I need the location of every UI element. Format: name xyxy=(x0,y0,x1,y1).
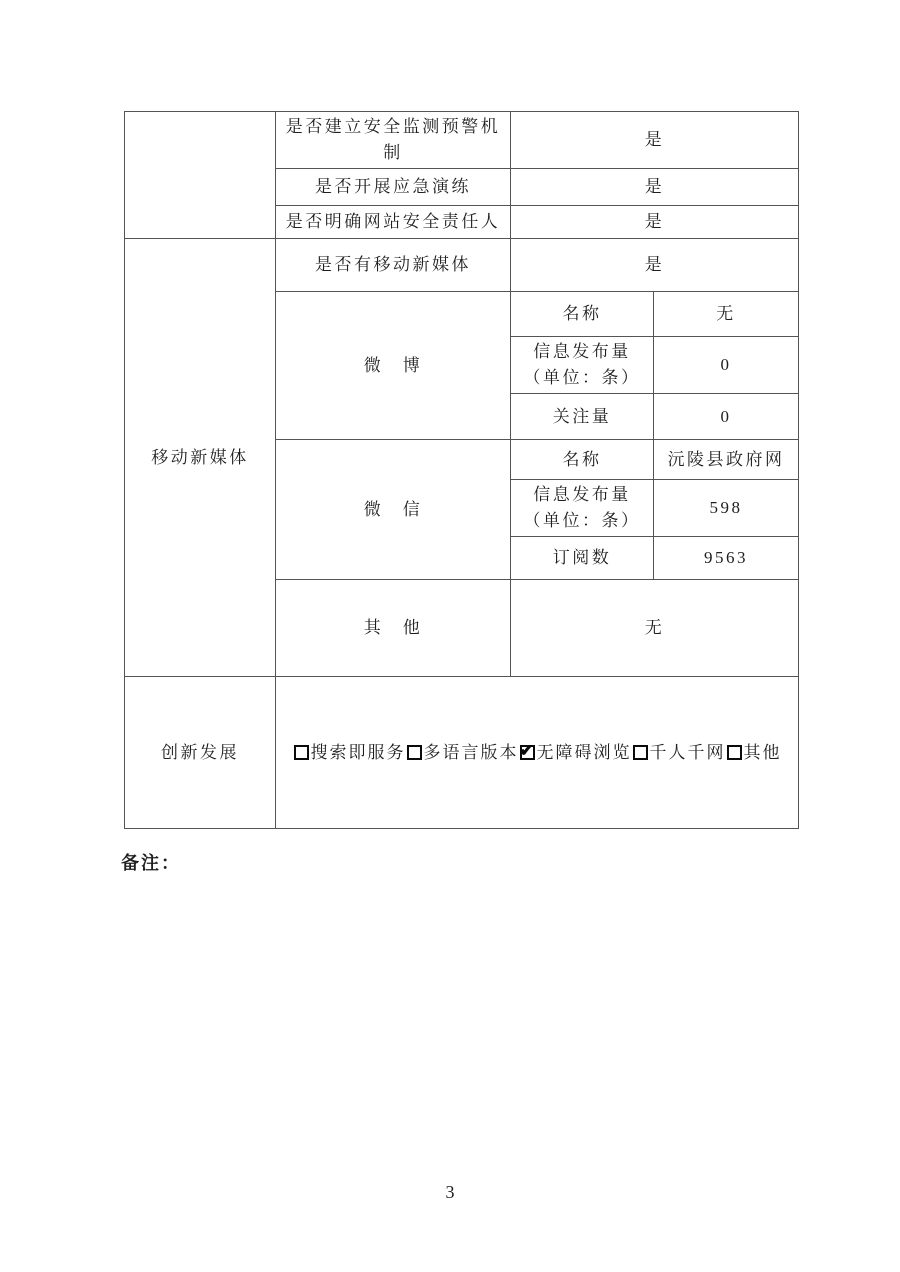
wechat-subscribe-label: 订阅数 xyxy=(511,537,654,580)
checkbox-unchecked-icon xyxy=(633,745,648,760)
option-label: 搜索即服务 xyxy=(310,742,406,762)
checkbox-unchecked-icon xyxy=(407,745,422,760)
wechat-publish-label xyxy=(511,480,654,537)
option-label: 千人千网 xyxy=(649,742,726,762)
security-responsible-label: 是否明确网站安全责任人 xyxy=(276,206,511,239)
option-other xyxy=(726,740,782,766)
security-monitoring-value: 是 xyxy=(511,112,799,169)
innovation-options xyxy=(282,740,792,766)
wechat-publish-label-line2: （单位：条） xyxy=(523,511,641,530)
report-table xyxy=(124,111,799,829)
section-cell-empty xyxy=(125,112,276,239)
has-mobile-media-label: 是否有移动新媒体 xyxy=(276,239,511,292)
wechat-name-value: 沅陵县政府网 xyxy=(654,440,799,480)
security-monitoring-label: 是否建立安全监测预警机制 xyxy=(276,112,511,169)
innovation-options-cell xyxy=(276,677,799,829)
weibo-publish-value: 0 xyxy=(654,337,799,394)
security-responsible-value: 是 xyxy=(511,206,799,239)
weibo-label: 微 博 xyxy=(276,292,511,440)
checkbox-unchecked-icon xyxy=(294,745,309,760)
option-accessibility xyxy=(519,740,632,766)
emergency-drill-label: 是否开展应急演练 xyxy=(276,169,511,206)
weibo-follow-value: 0 xyxy=(654,394,799,440)
option-search-as-service xyxy=(293,740,406,766)
page-number: 3 xyxy=(445,1182,455,1202)
table-row xyxy=(125,677,799,829)
checkbox-unchecked-icon xyxy=(727,745,742,760)
section-cell-mobile-media: 移动新媒体 xyxy=(125,239,276,677)
option-multilanguage xyxy=(406,740,519,766)
option-thousand-sites xyxy=(632,740,726,766)
weibo-publish-label-line2: （单位：条） xyxy=(523,368,641,387)
weibo-publish-label xyxy=(511,337,654,394)
wechat-label: 微 信 xyxy=(276,440,511,580)
option-label: 其他 xyxy=(743,742,782,762)
table-row xyxy=(125,239,799,292)
other-media-value: 无 xyxy=(511,580,799,677)
option-label: 多语言版本 xyxy=(423,742,519,762)
checkbox-checked-icon xyxy=(520,745,535,760)
other-media-label: 其 他 xyxy=(276,580,511,677)
section-cell-innovation: 创新发展 xyxy=(125,677,276,829)
wechat-name-label: 名称 xyxy=(511,440,654,480)
option-label: 无障碍浏览 xyxy=(536,742,632,762)
wechat-publish-value: 598 xyxy=(654,480,799,537)
wechat-publish-label-line1: 信息发布量 xyxy=(533,485,631,504)
table-row xyxy=(125,112,799,169)
weibo-publish-label-line1: 信息发布量 xyxy=(533,342,631,361)
emergency-drill-value: 是 xyxy=(511,169,799,206)
wechat-subscribe-value: 9563 xyxy=(654,537,799,580)
remark-label: 备注： xyxy=(121,853,181,873)
weibo-name-label: 名称 xyxy=(511,292,654,337)
weibo-follow-label: 关注量 xyxy=(511,394,654,440)
has-mobile-media-value: 是 xyxy=(511,239,799,292)
weibo-name-value: 无 xyxy=(654,292,799,337)
